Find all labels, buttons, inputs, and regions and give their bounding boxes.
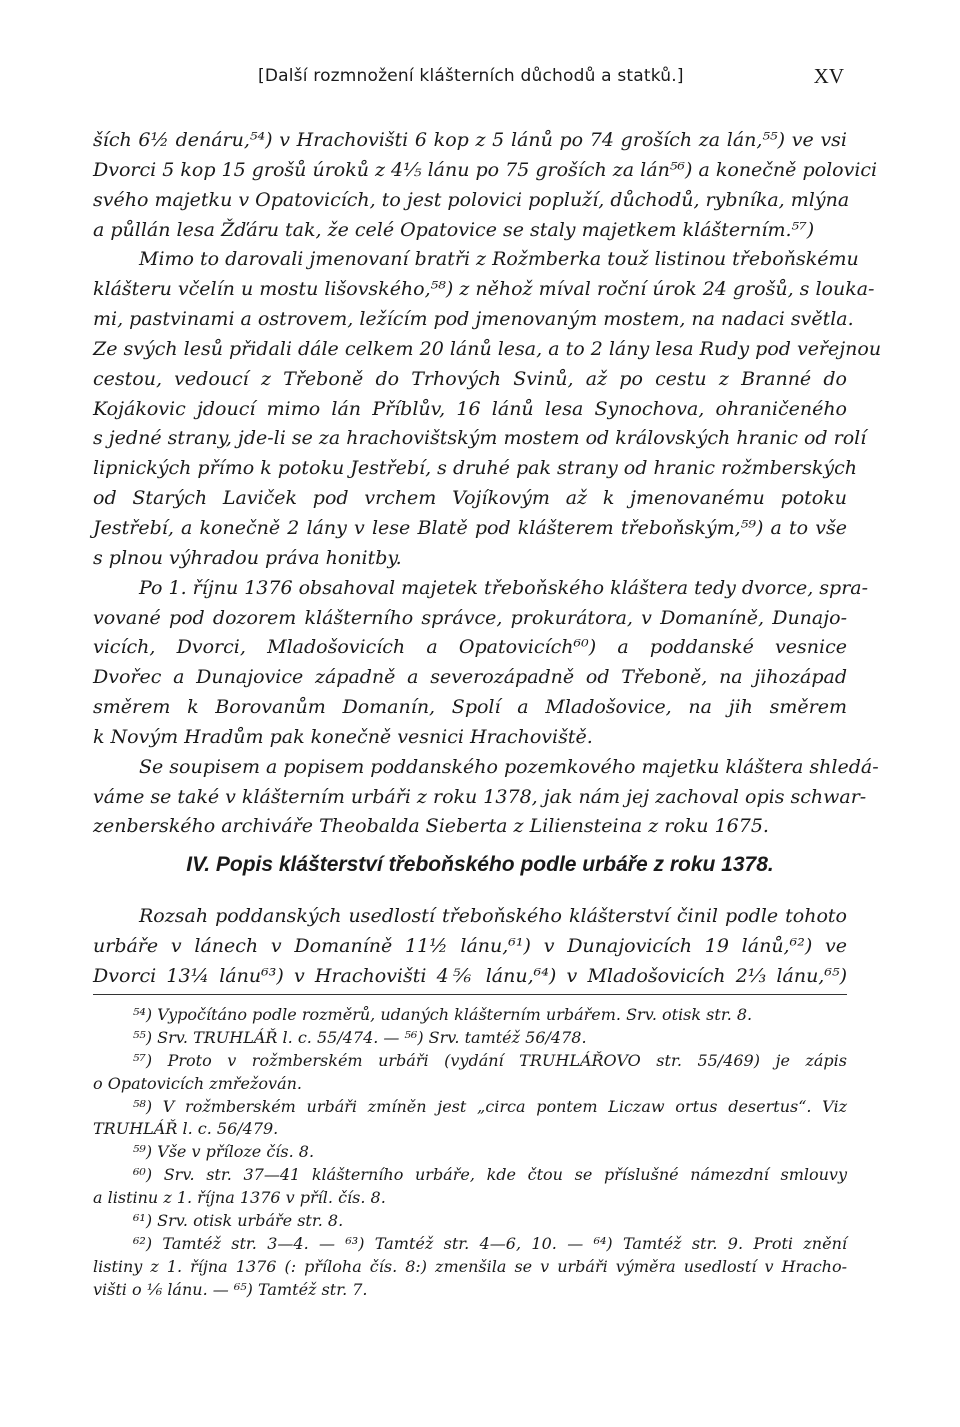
- section-text: [93, 902, 847, 992]
- text-line: Se soupisem a popisem poddanského pozemkového majetku kláštera shledá-: [139, 755, 879, 778]
- text-line: urbáře v lánech v Domaníně 11½ lánu,⁶¹) v Dunajovicích 19 lánů,⁶²) ve: [93, 934, 847, 957]
- text-line: od Starých Laviček pod vrchem Vojíkovým až k jmenovanému potoku: [93, 487, 847, 510]
- text-line: Mimo to darovali jmenovaní bratři z Rožmberka touž listinou třeboňskému: [139, 248, 859, 271]
- text-line: s jedné strany, jde-li se za hrachovištským mostem od královských hranic od rolí: [93, 427, 867, 450]
- text-line: svého majetku v Opatovicích, to jest polovici popluží, důchodů, rybníka, mlýna: [93, 188, 850, 211]
- footnote-line: TRUHLÁŘ l. c. 56/479.: [93, 1119, 279, 1139]
- text-line: Kojákovic jdoucí mimo lán Příblův, 16 lánů lesa Synochova, ohraničeného: [93, 397, 847, 420]
- text-line: Dvorci 5 kop 15 grošů úroků z 4⅕ lánu po 75 groších za lán⁵⁶) a konečně polovici: [93, 158, 878, 181]
- text-line: Rozsah poddanských usedlostí třeboňského klášterství činil podle tohoto: [139, 905, 847, 927]
- text-line: Dvorci 13¼ lánu⁶³) v Hrachovišti 4⅚ lánu,⁶⁴) v Mladošovicích 2⅓ lánu,⁶⁵): [93, 964, 847, 987]
- text-line: cestou, vedoucí z Třeboně do Trhových Svinů, až po cestu z Branné do: [93, 367, 847, 390]
- footnote-line: ⁵⁵) Srv. TRUHLÁŘ l. c. 55/474. — ⁵⁶) Srv. tamtéž 56/478.: [133, 1027, 587, 1047]
- page-header: [0, 66, 960, 96]
- footnote-line: ⁵⁴) Vypočítáno podle rozměrů, udaných klášterním urbářem. Srv. otisk str. 8.: [133, 1005, 753, 1024]
- footnote-divider: [93, 994, 847, 995]
- footnote-line: ⁵⁸) V rožmberském urbáři zmíněn jest „circa pontem Liczaw ortus desertus“. Viz: [133, 1096, 847, 1116]
- section-heading: [0, 853, 960, 877]
- text-line: vicích, Dvorci, Mladošovicích a Opatovicích⁶⁰) a poddanské vesnice: [93, 636, 847, 659]
- text-line: Dvořec a Dunajovice západně a severozápadně od Třeboně, na jihozápad: [93, 666, 847, 689]
- text-line: směrem k Borovanům Domanín, Spolí a Mladošovice, na jih směrem: [93, 696, 847, 719]
- text-line: Jestřebí, a konečně 2 lány v lese Blatě pod klášterem třeboňským,⁵⁹) a to vše: [93, 516, 847, 539]
- footnote-line: listiny z 1. října 1376 (: příloha čís. 8:) zmenšila se v urbáři výměra usedlostí v Hracho-: [93, 1256, 847, 1276]
- page-number: XV: [813, 64, 844, 88]
- text-line: Po 1. říjnu 1376 obsahoval majetek třeboňského kláštera tedy dvorce, spra-: [139, 576, 869, 599]
- footnote-line: ⁶²) Tamtéž str. 3—4. — ⁶³) Tamtéž str. 4—6, 10. — ⁶⁴) Tamtéž str. 9. Proti znění: [133, 1233, 847, 1253]
- text-line: ších 6½ denáru,⁵⁴) v Hrachovišti 6 kop z 5 lánů po 74 groších za lán,⁵⁵) ve vsi: [93, 129, 847, 151]
- text-line: s plnou výhradou práva honitby.: [93, 546, 402, 569]
- text-line: lipnických přímo k potoku Jestřebí, s druhé pak strany od hranic rožmberských: [93, 457, 857, 480]
- text-line: vované pod dozorem klášterního správce, prokurátora, v Domaníně, Dunajo-: [93, 606, 847, 629]
- section-heading-text: IV. Popis klášterství třeboňského podle urbáře z roku 1378.: [186, 853, 774, 876]
- text-line: mi, pastvinami a ostrovem, ležícím pod jmenovaným mostem, na nadaci světla.: [93, 308, 854, 331]
- running-head: [Další rozmnožení klášterních důchodů a statků.]: [258, 66, 684, 86]
- text-line: Ze svých lesů přidali dále celkem 20 lánů lesa, a to 2 lány lesa Rudy pod veřejnou: [93, 337, 882, 360]
- text-line: klášteru včelín u mostu lišovského,⁵⁸) z něhož míval roční úrok 24 grošů, s louka-: [93, 278, 875, 301]
- footnote-line: višti o ⅙ lánu. — ⁶⁵) Tamtéž str. 7.: [93, 1279, 368, 1299]
- text-line: zenberského archiváře Theobalda Sieberta z Liliensteina z roku 1675.: [93, 815, 769, 838]
- footnote-line: a listinu z 1. října 1376 v příl. čís. 8.: [93, 1188, 386, 1208]
- footnote-line: ⁶¹) Srv. otisk urbáře str. 8.: [133, 1211, 344, 1231]
- footnotes: [93, 1004, 847, 1302]
- footnote-line: ⁵⁹) Vše v příloze čís. 8.: [133, 1142, 315, 1162]
- text-line: k Novým Hradům pak konečně vesnici Hrachoviště.: [93, 725, 593, 748]
- text-line: váme se také v klášterním urbáři z roku 1378, jak nám jej zachoval opis schwar-: [93, 785, 867, 808]
- main-text: [93, 126, 882, 842]
- footnote-line: ⁵⁷) Proto v rožmberském urbáři (vydání TRUHLÁŘOVO str. 55/469) je zápis: [133, 1050, 847, 1070]
- text-line: a půllán lesa Žďáru tak, že celé Opatovice se staly majetkem klášterním.⁵⁷): [93, 218, 815, 241]
- footnote-line: o Opatovicích zmřežován.: [93, 1073, 303, 1093]
- footnote-line: ⁶⁰) Srv. str. 37—41 klášterního urbáře, kde čtou se příslušné námezdní smlouvy: [133, 1165, 847, 1185]
